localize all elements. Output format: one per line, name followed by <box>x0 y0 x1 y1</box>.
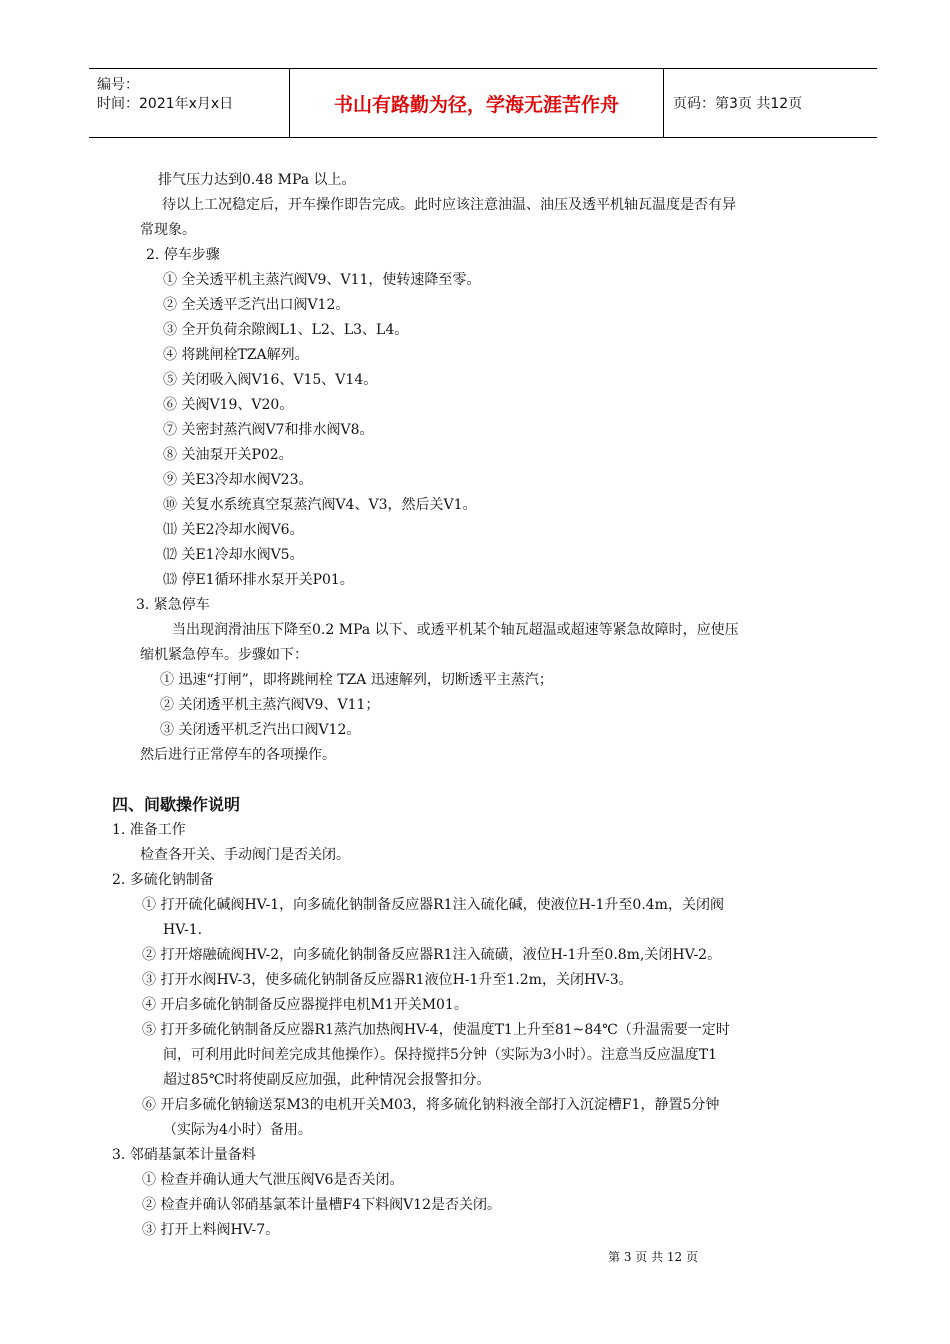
body-line: 排气压力达到0.48 MPa 以上。 <box>158 172 356 188</box>
list-item: ⑤ 打开多硫化钠制备反应器R1蒸汽加热阀HV-4，使温度T1上升至81~84℃（升温需要一定时 <box>142 1022 730 1038</box>
list-item-continuation: 间，可利用此时间差完成其他操作）。保持搅拌5分钟（实际为3小时）。注意当反应温度T1 <box>163 1047 718 1063</box>
list-item: ⑿ 关E1冷却水阀V5。 <box>163 547 304 563</box>
document-time-label: 时间：2021年x月x日 <box>97 96 234 112</box>
chapter-heading: 四、间歇操作说明 <box>112 795 241 814</box>
list-item: ② 关闭透平机主蒸汽阀V9、V11； <box>160 697 380 713</box>
list-item: ③ 打开水阀HV-3，使多硫化钠制备反应器R1液位H-1升至1.2m，关闭HV-3。 <box>142 972 633 988</box>
header-motto: 书山有路勤为径，学海无涯苦作舟 <box>333 93 619 116</box>
list-item: ① 全关透平机主蒸汽阀V9、V11，使转速降至零。 <box>163 272 481 288</box>
section-heading: 3. 邻硝基氯苯计量备料 <box>112 1147 256 1163</box>
list-item: ④ 开启多硫化钠制备反应器搅拌电机M1开关M01。 <box>142 997 468 1013</box>
list-item: ① 打开硫化碱阀HV-1，向多硫化钠制备反应器R1注入硫化碱，使液位H-1升至0.4m，关闭阀 <box>142 897 724 913</box>
list-item-continuation: HV-1. <box>163 922 203 938</box>
list-item: ② 打开熔融硫阀HV-2，向多硫化钠制备反应器R1注入硫磺，液位H-1升至0.8m,关闭HV-2。 <box>142 947 722 963</box>
list-item-continuation: 超过85℃时将使副反应加强，此种情况会报警扣分。 <box>163 1072 491 1088</box>
body-line: 当出现润滑油压下降至0.2 MPa 以下、或透平机某个轴瓦超温或超速等紧急故障时，应使压 <box>172 622 739 638</box>
page-footer: 第 3 页 共 12 页 <box>608 1250 698 1264</box>
header-page-cell <box>663 69 887 137</box>
section-heading: 3. 紧急停车 <box>136 597 210 613</box>
header-info-cell <box>89 69 289 137</box>
document-number-label: 编号： <box>97 77 139 93</box>
section-heading: 2. 多硫化钠制备 <box>112 872 214 888</box>
list-item: ⑥ 关阀V19、V20。 <box>163 397 294 413</box>
list-item: ① 检查并确认通大气泄压阀V6是否关闭。 <box>142 1172 404 1188</box>
list-item: ⑨ 关E3冷却水阀V23。 <box>163 472 313 488</box>
list-item: ③ 关闭透平机乏汽出口阀V12。 <box>160 722 361 738</box>
list-item: ⒀ 停E1循环排水泵开关P01。 <box>163 572 354 588</box>
list-item: ① 迅速“打闸”，即将跳闸栓 TZA 迅速解列，切断透平主蒸汽； <box>160 672 553 688</box>
list-item: ② 全关透平乏汽出口阀V12。 <box>163 297 350 313</box>
section-heading: 2. 停车步骤 <box>146 247 220 263</box>
list-item: ② 检查并确认邻硝基氯苯计量槽F4下料阀V12是否关闭。 <box>142 1197 501 1213</box>
list-item: ③ 全开负荷余隙阀L1、L2、L3、L4。 <box>163 322 409 338</box>
section-heading: 1. 准备工作 <box>112 822 186 838</box>
body-line: 然后进行正常停车的各项操作。 <box>140 747 336 763</box>
body-line: 待以上工况稳定后，开车操作即告完成。此时应该注意油温、油压及透平机轴瓦温度是否有异 <box>162 197 736 213</box>
list-item: ④ 将跳闸栓TZA解列。 <box>163 347 309 363</box>
list-item: ⑦ 关密封蒸汽阀V7和排水阀V8。 <box>163 422 374 438</box>
body-line: 常现象。 <box>140 222 196 238</box>
list-item-continuation: （实际为4小时）备用。 <box>163 1122 312 1138</box>
list-item: ③ 打开上料阀HV-7。 <box>142 1222 280 1238</box>
list-item: ⑥ 开启多硫化钠输送泵M3的电机开关M03，将多硫化钠料液全部打入沉淀槽F1，静置5分钟 <box>142 1097 720 1113</box>
list-item: ⑩ 关复水系统真空泵蒸汽阀V4、V3，然后关V1。 <box>163 497 477 513</box>
body-line: 检查各开关、手动阀门是否关闭。 <box>140 847 350 863</box>
list-item: ⑤ 关闭吸入阀V16、V15、V14。 <box>163 372 378 388</box>
body-line: 缩机紧急停车。步骤如下： <box>140 647 308 663</box>
header-page-number: 页码：第3页 共12页 <box>673 96 803 112</box>
list-item: ⑧ 关油泵开关P02。 <box>163 447 293 463</box>
list-item: ⑾ 关E2冷却水阀V6。 <box>163 522 304 538</box>
header-motto-cell <box>289 69 664 137</box>
page-header <box>89 68 877 138</box>
